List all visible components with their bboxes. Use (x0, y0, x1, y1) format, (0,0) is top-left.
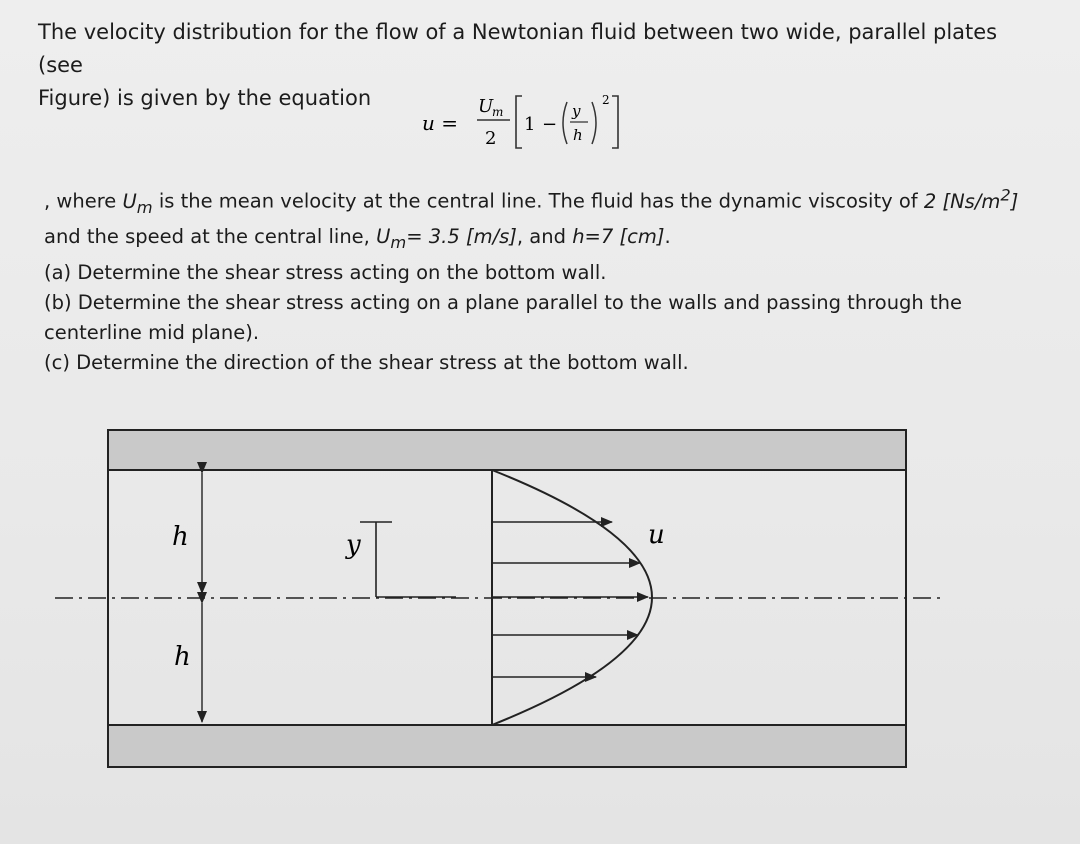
question-a-label: (a) (44, 261, 72, 285)
intro-line-2: Figure) is given by the equation (38, 86, 372, 110)
flow-figure (50, 425, 950, 775)
equation-open-bracket (516, 96, 522, 148)
viscosity-sup: 2 (1000, 185, 1011, 204)
question-b (44, 288, 1054, 318)
question-c (44, 348, 1054, 378)
bottom-plate (108, 725, 906, 767)
equation-numerator: U (478, 96, 494, 117)
equation-denominator: 2 (485, 128, 497, 149)
speed-lead: and the speed at the central line, (44, 225, 377, 249)
top-plate (108, 430, 906, 470)
equation-exponent: 2 (602, 93, 610, 107)
equation-y: y (572, 102, 581, 120)
equation-lhs: u = (422, 111, 458, 135)
equation-close-bracket (612, 96, 618, 148)
equation-one: 1 (524, 114, 536, 135)
viscosity-end: ] (1010, 189, 1019, 213)
speed-period: . (664, 225, 671, 249)
speed-um-letter: U (376, 225, 391, 249)
where-lead: , where (44, 189, 123, 213)
question-b-text: Determine the shear stress acting on a plane parallel to the walls and passing through the (71, 291, 962, 315)
equation-minus: − (542, 114, 558, 135)
um-letter: U (122, 189, 137, 213)
speed-um (376, 225, 407, 253)
question-a (44, 258, 1054, 288)
equation-open-paren (563, 102, 567, 144)
velocity-equation (422, 88, 662, 160)
speed-line (44, 222, 1054, 258)
question-c-label: (c) (44, 351, 70, 375)
question-a-text: Determine the shear stress acting on the bottom wall. (71, 261, 607, 285)
h-value: h=7 [cm] (572, 225, 665, 249)
um-symbol (122, 189, 153, 217)
u-label: u (648, 520, 665, 550)
where-rest: is the mean velocity at the central line. The fluid has the dynamic viscosity of (152, 189, 924, 213)
equation-numerator-sub: m (492, 105, 504, 119)
y-label: y (346, 530, 361, 560)
h-top-label: h (172, 522, 189, 552)
problem-body (44, 180, 1054, 378)
where-line (44, 180, 1054, 222)
intro-line-1: The velocity distribution for the flow of a Newtonian fluid between two wide, parallel plates (see (38, 20, 998, 77)
speed-value: = 3.5 [m/s] (406, 225, 517, 249)
question-c-text: Determine the direction of the shear stress at the bottom wall. (69, 351, 689, 375)
equation-h: h (573, 126, 583, 144)
um-sub: m (136, 197, 153, 217)
question-b-continued: centerline mid plane). (44, 321, 260, 345)
speed-um-sub: m (390, 233, 407, 253)
viscosity-value (923, 185, 1019, 213)
speed-mid: , and (516, 225, 573, 249)
h-bottom-label: h (174, 642, 191, 672)
viscosity-text: 2 [Ns/m (923, 189, 1001, 213)
equation-close-paren (592, 102, 596, 144)
question-b-label: (b) (44, 291, 72, 315)
